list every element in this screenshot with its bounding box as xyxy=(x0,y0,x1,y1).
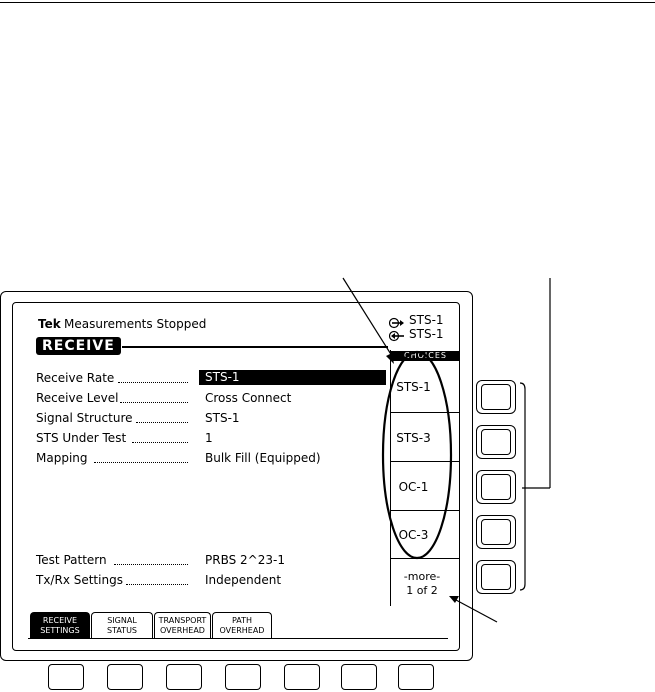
tab-receive-settings-line2: SETTINGS xyxy=(40,626,80,635)
setting-label-mapping: Mapping xyxy=(36,451,88,465)
tab-signal-status-line2: STATUS xyxy=(106,626,137,635)
callout-arrowhead-choices xyxy=(386,353,394,364)
choice-oc-3[interactable]: OC-3 xyxy=(398,528,429,542)
setting-label-receive-rate: Receive Rate xyxy=(36,371,115,385)
choices-page-indicator: 1 of 2 xyxy=(406,584,438,597)
tab-transport-overhead-line2: OVERHEAD xyxy=(160,626,205,635)
setting-label-signal-structure: Signal Structure xyxy=(36,411,133,425)
setting-label-receive-level: Receive Level xyxy=(36,391,119,405)
choice-oc-1[interactable]: OC-1 xyxy=(398,480,429,494)
tab-receive-settings-line1: RECEIVE xyxy=(42,616,78,625)
side-keys-bracket xyxy=(520,383,525,590)
setting-label-sts-under-test: STS Under Test xyxy=(36,431,127,445)
setting-value-receive-rate[interactable]: STS-1 xyxy=(199,370,386,385)
choices-more[interactable]: -more- xyxy=(403,570,441,583)
tab-path-overhead-line1: PATH xyxy=(231,616,253,625)
choices-header: CHOICES xyxy=(391,351,460,361)
choices-highlight-ellipse xyxy=(383,352,451,558)
setting-value-receive-level[interactable]: Cross Connect xyxy=(205,391,292,405)
setting-value-mapping[interactable]: Bulk Fill (Equipped) xyxy=(205,451,321,465)
callout-line-choices xyxy=(343,278,392,356)
tab-signal-status-line1: SIGNAL xyxy=(107,616,137,625)
setting-value-test-pattern[interactable]: PRBS 2^23-1 xyxy=(205,553,285,567)
setting-label-test-pattern: Test Pattern xyxy=(36,553,107,567)
callout-line-more xyxy=(456,600,497,622)
tab-path-overhead-line2: OVERHEAD xyxy=(219,626,265,635)
setting-value-tx-rx-settings[interactable]: Independent xyxy=(205,573,282,587)
rx-signal: STS-1 xyxy=(409,327,444,341)
tx-signal: STS-1 xyxy=(409,313,444,327)
page-badge: RECEIVE xyxy=(36,337,121,355)
callout-arrowhead-more xyxy=(449,596,459,603)
setting-value-sts-under-test[interactable]: 1 xyxy=(205,431,213,445)
tab-transport-overhead-line1: TRANSPORT xyxy=(158,616,207,625)
choice-sts-3[interactable]: STS-3 xyxy=(396,431,431,445)
brand-logo: Tek xyxy=(38,317,61,331)
setting-value-signal-structure[interactable]: STS-1 xyxy=(205,411,240,425)
choice-sts-1[interactable]: STS-1 xyxy=(396,380,431,394)
measurement-status: Measurements Stopped xyxy=(64,317,207,331)
setting-label-tx-rx-settings: Tx/Rx Settings xyxy=(36,573,123,587)
